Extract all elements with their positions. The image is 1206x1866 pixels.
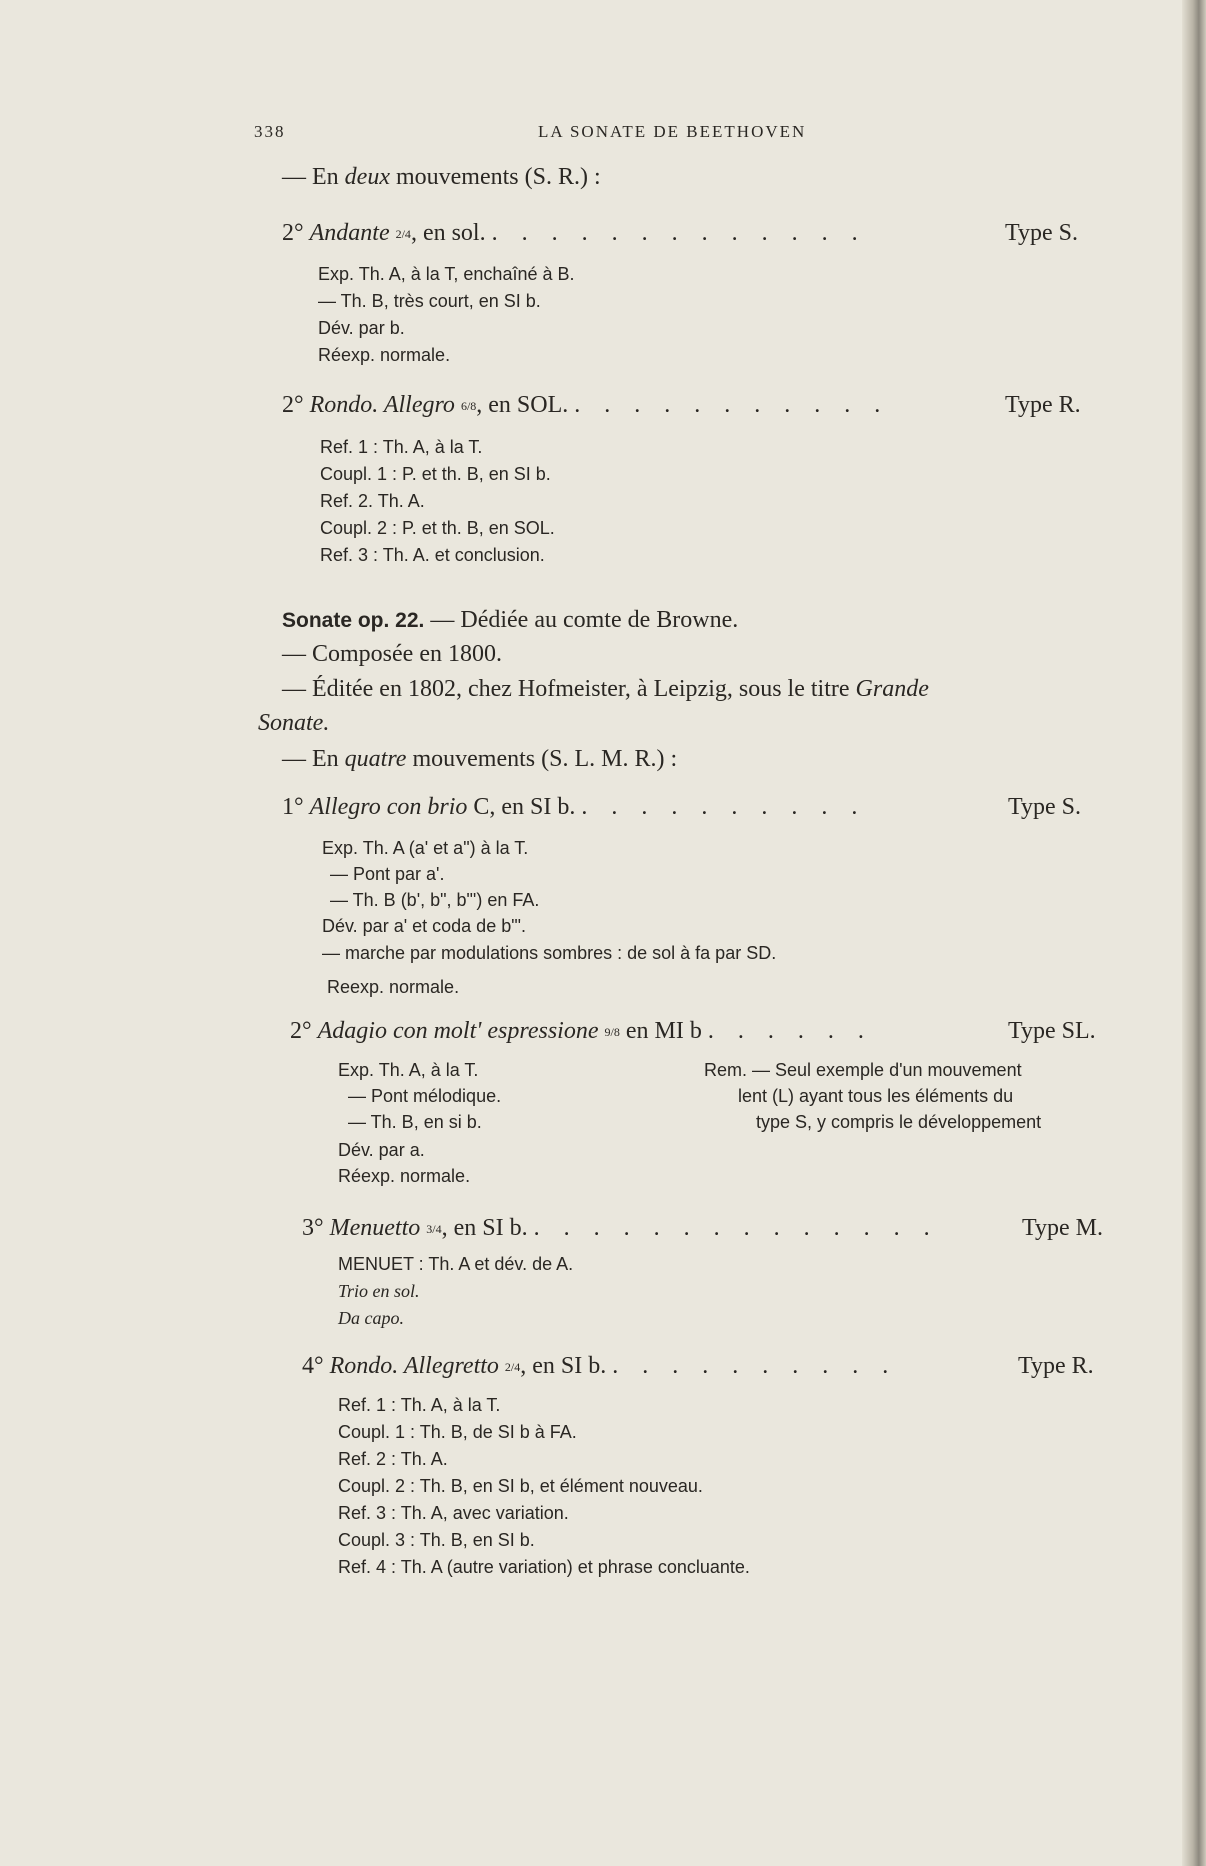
movement-type: Type R. [1018,1353,1094,1379]
sonata-edited-text: — Éditée en 1802, chez Hofmeister, à Leipzig, sous le titre [282,676,850,702]
movement-type: Type R. [1005,392,1081,418]
page-number: 338 [254,122,286,141]
movement-number: 2° [282,392,304,418]
movement-key: en MI b [625,1018,702,1044]
analysis-line: Coupl. 3 : Th. B, en SI b. [338,1530,535,1550]
analysis-line: Coupl. 2 : P. et th. B, en SOL. [320,518,555,538]
page-edge-shadow [1182,0,1206,1866]
movement-number: 3° [302,1215,324,1241]
sonata-composed: — Composée en 1800. [282,641,502,667]
sonata-edited-emph: Grande [855,676,929,702]
sonata-edited-cont-text: Sonate. [258,710,330,736]
analysis-line: — Th. B, en si b. [348,1112,482,1132]
analysis-line: Ref. 3 : Th. A, avec variation. [338,1503,569,1523]
analysis-line: Reexp. normale. [327,977,460,997]
analysis-line: Dév. par a. [338,1140,425,1160]
analysis-line: Exp. Th. A (a' et a") à la T. [322,838,529,858]
movement-title: Rondo. Allegretto [329,1353,499,1379]
movement-heading: 1° Allegro con brio C, en SI b. . . . . . . . . . . [282,794,867,820]
meter: 3/4 [426,1222,442,1237]
analysis-line: Réexp. normale. [318,345,451,365]
movement-number: 2° [290,1018,312,1044]
analysis-line: Coupl. 1 : Th. B, de SI b à FA. [338,1422,577,1442]
sonata-movements-line [282,746,677,773]
remark-line: lent (L) ayant tous les éléments du [738,1086,1014,1106]
movement-type: Type S. [1005,220,1078,246]
movement-title: Menuetto [329,1215,421,1241]
meter: 9/8 [604,1025,620,1040]
movement-heading: 2° Andante 2/4, en sol. . . . . . . . . . . . . . [282,220,867,246]
movement-key: en SOL. [488,392,569,418]
movement-key: en SI b. [501,794,576,820]
analysis-line: Dév. par a' et coda de b"'. [322,916,527,936]
intro-emph: deux [344,164,390,190]
movement-heading: 2° Rondo. Allegro 6/8, en SOL. . . . . . . . . . . . [282,392,890,418]
analysis-line: Exp. Th. A, à la T. [338,1060,479,1080]
sonata-dedication: — Dédiée au comte de Browne. [430,607,739,633]
intro-dash: — En [282,164,339,190]
movement-key: en sol. [422,220,486,246]
movement-key: en SI b. [453,1215,528,1241]
meter: C [473,794,490,820]
analysis-line: — Pont mélodique. [348,1086,502,1106]
analysis-line: Réexp. normale. [338,1166,471,1186]
leader-dots: . . . . . . . . . . [581,794,867,820]
movement-number: 4° [302,1353,324,1379]
analysis-line: MENUET : Th. A et dév. de A. [338,1254,574,1274]
movement-heading [290,1018,873,1045]
leader-dots: . . . . . . . . . . . . . . [533,1215,939,1241]
movement-title: Andante [309,220,390,246]
intro-rest: mouvements (S. R.) : [395,164,601,190]
sonata-edited-cont [258,710,329,737]
remark-line: Rem. — Seul exemple d'un mouvement [704,1060,1022,1080]
movements-emph: quatre [344,746,407,772]
meter: 2/4 [504,1360,521,1375]
meter: 6/8 [460,399,477,414]
analysis-line: Da capo. [338,1308,404,1328]
analysis-line: Dév. par b. [318,318,405,338]
analysis-line: Trio en sol. [338,1281,420,1301]
intro-line [282,164,601,191]
movement-heading: 3° Menuetto 3/4, en SI b. . . . . . . . . . . . . . . [302,1215,939,1241]
analysis-line: Ref. 1 : Th. A, à la T. [320,437,483,457]
running-title: LA SONATE DE BEETHOVEN [538,122,807,141]
analysis-line: Ref. 3 : Th. A. et conclusion. [320,545,545,565]
movement-title: Allegro con brio [309,794,468,820]
sonata-title-line [282,607,738,634]
movement-key: en SI b. [532,1353,607,1379]
leader-dots: . . . . . . . . . . [612,1353,898,1379]
movement-type: Type SL. [1008,1018,1096,1044]
analysis-line: — Th. B, très court, en SI b. [318,291,541,311]
meter: 2/4 [395,227,411,242]
analysis-line: Ref. 2. Th. A. [320,491,425,511]
movement-title: Adagio con molt' espressione [317,1018,599,1044]
movement-type: Type S. [1008,794,1081,820]
analysis-line: Ref. 1 : Th. A, à la T. [338,1395,501,1415]
movement-type: Type M. [1022,1215,1103,1241]
movement-number: 1° [282,794,304,820]
movements-rest: mouvements (S. L. M. R.) : [412,746,678,772]
leader-dots: . . . . . . . . . . . [574,392,890,418]
sonata-edited [282,676,929,703]
analysis-line: Exp. Th. A, à la T, enchaîné à B. [318,264,575,284]
leader-dots: . . . . . . . . . . . . . [491,220,867,246]
analysis-line: Coupl. 1 : P. et th. B, en SI b. [320,464,551,484]
analysis-line: Coupl. 2 : Th. B, en SI b, et élément nouveau. [338,1476,703,1496]
sonata-title: Sonate op. 22. [282,609,425,632]
analysis-line: — Th. B (b', b", b"') en FA. [330,890,540,910]
movement-heading: 4° Rondo. Allegretto 2/4, en SI b. . . . . . . . . . . [302,1353,898,1379]
movements-dash: — En [282,746,339,772]
leader-dots: . . . . . . [707,1018,873,1044]
movement-title: Rondo. Allegro [309,392,455,418]
movement-number: 2° [282,220,304,246]
analysis-line: — marche par modulations sombres : de sol à fa par SD. [322,943,777,963]
analysis-line: — Pont par a'. [330,864,445,884]
analysis-line: Ref. 2 : Th. A. [338,1449,448,1469]
analysis-line: Ref. 4 : Th. A (autre variation) et phrase concluante. [338,1557,750,1577]
remark-line: type S, y compris le développement [756,1112,1042,1132]
